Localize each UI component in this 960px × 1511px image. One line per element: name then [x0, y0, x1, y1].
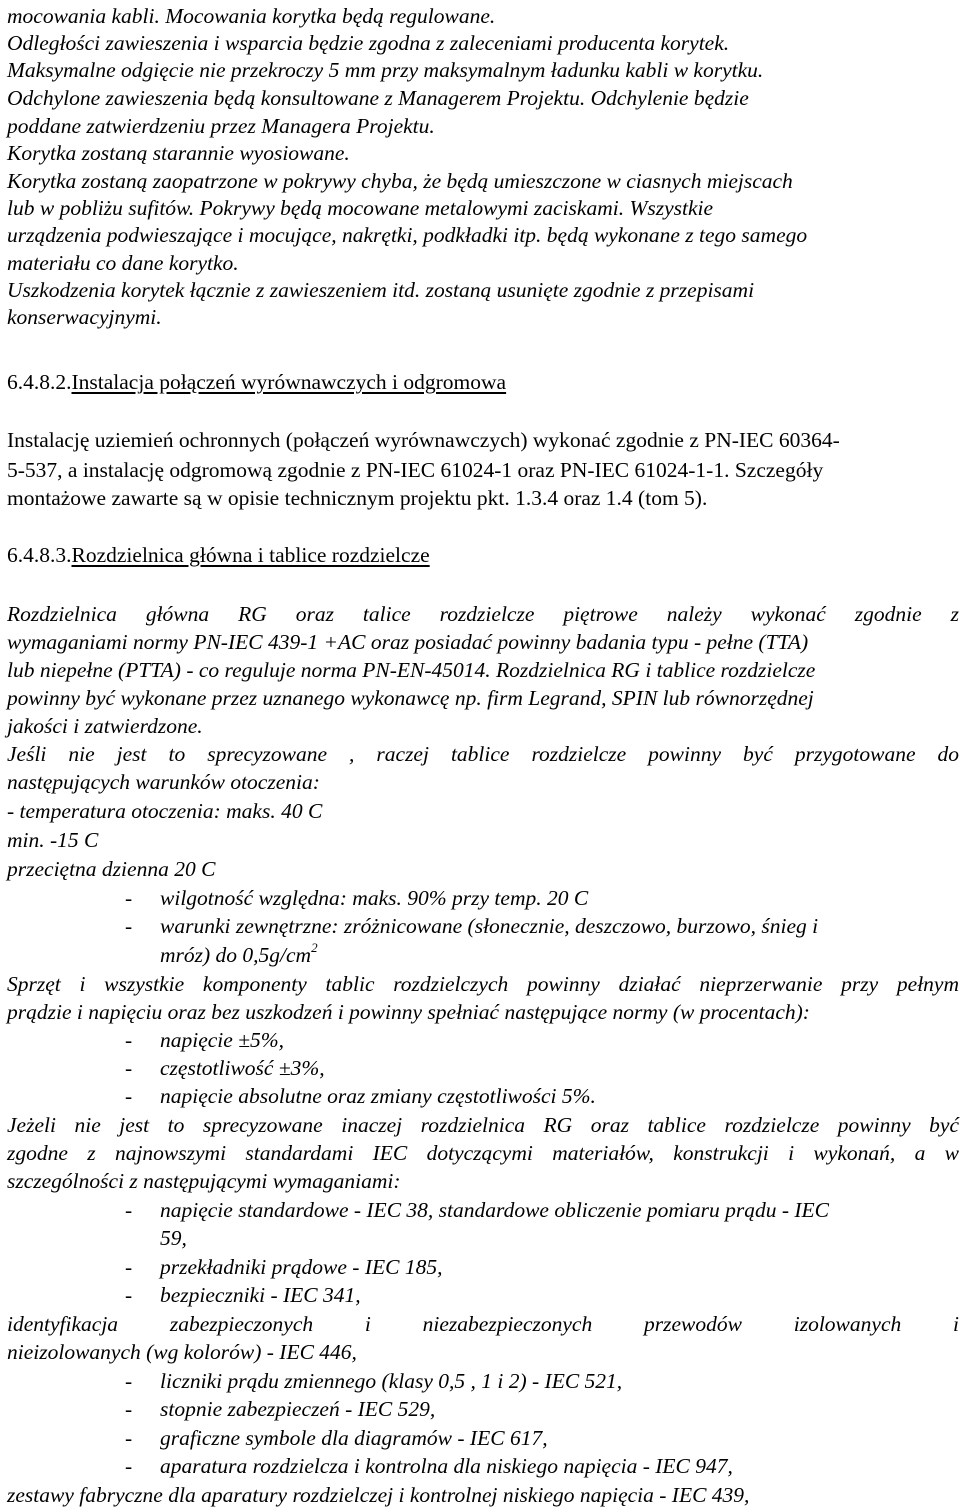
bullet-dash: - — [125, 1283, 133, 1307]
text-line: materiału co dane korytko. — [7, 251, 239, 275]
list-item-text: graficzne symbole dla diagramów - IEC 617, — [160, 1426, 548, 1450]
list-item-text: aparatura rozdzielcza i kontrolna dla niskiego napięcia - IEC 947, — [160, 1454, 733, 1478]
text-line: Maksymalne odgięcie nie przekroczy 5 mm przy maksymalnym ładunku kabli w korytku. — [7, 58, 764, 82]
text-line: powinny być wykonane przez uznanego wykonawcę np. firm Legrand, SPIN lub równorzędnej — [7, 686, 814, 710]
bullet-dash: - — [125, 1426, 133, 1450]
bullet-dash: - — [125, 1397, 133, 1421]
text-line: zgodne z najnowszymi standardami IEC dotyczącymi materiałów, konstrukcji i wykonań, a w — [7, 1141, 959, 1165]
bullet-dash: - — [125, 914, 133, 938]
text-line: Korytka zostaną zaopatrzone w pokrywy chyba, że będą umieszczone w ciasnych miejscach — [7, 169, 793, 193]
bullet-dash: - — [125, 1255, 133, 1279]
text-line: lub w pobliżu sufitów. Pokrywy będą mocowane metalowymi zaciskami. Wszystkie — [7, 196, 714, 220]
text-line: Sprzęt i wszystkie komponenty tablic rozdzielczych powinny działać nieprzerwanie przy pełnym — [7, 972, 959, 996]
bullet-dash: - — [125, 1369, 133, 1393]
text-line: Instalację uziemień ochronnych (połączeń wyrównawczych) wykonać zgodnie z PN-IEC 60364- — [7, 428, 840, 452]
text-line: identyfikacja zabezpieczonych i niezabezpieczonych przewodów izolowanych i — [7, 1312, 959, 1336]
text-line: Odchylone zawieszenia będą konsultowane z Managerem Projektu. Odchylenie będzie — [7, 86, 749, 110]
bullet-dash: - — [125, 1084, 133, 1108]
text-line: montażowe zawarte są w opisie technicznym projektu pkt. 1.3.4 oraz 1.4 (tom 5). — [7, 486, 708, 510]
list-item-text: bezpieczniki - IEC 341, — [160, 1283, 361, 1307]
list-item-text: stopnie zabezpieczeń - IEC 529, — [160, 1397, 436, 1421]
continuation-text — [160, 941, 318, 969]
text-line: 5-537, a instalację odgromową zgodnie z PN-IEC 61024-1 oraz PN-IEC 61024-1-1. Szczegóły — [7, 458, 824, 482]
bullet-dash: - — [125, 886, 133, 910]
text-line: wymaganiami normy PN-IEC 439-1 +AC oraz posiadać powinny badania typu - pełne (TTA) — [7, 630, 809, 654]
text-line: nieizolowanych (wg kolorów) - IEC 446, — [7, 1340, 357, 1364]
text-line: min. -15 C — [7, 828, 99, 852]
section-number: 6.4.8.2. — [7, 370, 72, 394]
section-title: Rozdzielnica główna i tablice rozdzielcze — [71, 543, 430, 567]
text-line: lub niepełne (PTTA) - co reguluje norma PN-EN-45014. Rozdzielnica RG i tablice rozdzielcze — [7, 658, 816, 682]
list-item-text: liczniki prądu zmiennego (klasy 0,5 , 1 i 2) - IEC 521, — [160, 1369, 623, 1393]
bullet-dash: - — [125, 1056, 133, 1080]
text-line: Rozdzielnica główna RG oraz talice rozdzielcze piętrowe należy wykonać zgodnie z — [7, 602, 959, 626]
section-heading-6482 — [7, 368, 506, 396]
list-item-text: napięcie standardowe - IEC 38, standardowe obliczenie pomiaru prądu - IEC — [160, 1198, 830, 1222]
list-item-text: warunki zewnętrzne: zróżnicowane (słonecznie, deszczowo, burzowo, śnieg i — [160, 914, 819, 938]
text-line: przeciętna dzienna 20 C — [7, 857, 216, 881]
text-line: Odległości zawieszenia i wsparcia będzie zgodna z zaleceniami producenta korytek. — [7, 31, 730, 55]
section-heading-6483 — [7, 541, 430, 569]
list-item-text: 59, — [160, 1226, 187, 1250]
text-line: poddane zatwierdzeniu przez Managera Projektu. — [7, 114, 435, 138]
list-item-text: napięcie ±5%, — [160, 1028, 285, 1052]
list-item-text: napięcie absolutne oraz zmiany częstotliwości 5%. — [160, 1084, 596, 1108]
list-item-text: częstotliwość ±3%, — [160, 1056, 325, 1080]
text-line: mocowania kabli. Mocowania korytka będą regulowane. — [7, 4, 496, 28]
list-item-text: wilgotność względna: maks. 90% przy temp. 20 C — [160, 886, 589, 910]
section-number: 6.4.8.3. — [7, 543, 72, 567]
text-line: Jeżeli nie jest to sprecyzowane inaczej rozdzielnica RG oraz tablice rozdzielcze powinny być — [7, 1113, 959, 1137]
text-line: konserwacyjnymi. — [7, 305, 162, 329]
bullet-dash: - — [125, 1454, 133, 1478]
text-line: zestawy fabryczne dla aparatury rozdzielczej i kontrolnej niskiego napięcia - IEC 439, — [7, 1483, 750, 1507]
text-line: prądzie i napięciu oraz bez uszkodzeń i powinny spełniać następujące normy (w procentach): — [7, 1000, 810, 1024]
text-line: Korytka zostaną starannie wyosiowane. — [7, 141, 350, 165]
text-line: następujących warunków otoczenia: — [7, 770, 320, 794]
list-item-text: przekładniki prądowe - IEC 185, — [160, 1255, 443, 1279]
text-line: szczególności z następującymi wymaganiami: — [7, 1169, 401, 1193]
continuation-text-main: mróz) do 0,5g/cm — [160, 943, 312, 967]
text-line: urządzenia podwieszające i mocujące, nakrętki, podkładki itp. będą wykonane z tego samego — [7, 223, 808, 247]
text-line: jakości i zatwierdzone. — [7, 714, 203, 738]
bullet-dash: - — [125, 1198, 133, 1222]
bullet-dash: - — [125, 1028, 133, 1052]
superscript: 2 — [311, 940, 318, 955]
text-line: - temperatura otoczenia: maks. 40 C — [7, 799, 323, 823]
text-line: Jeśli nie jest to sprecyzowane , raczej tablice rozdzielcze powinny być przygotowane do — [7, 742, 959, 766]
section-title: Instalacja połączeń wyrównawczych i odgromowa — [71, 370, 507, 394]
text-line: Uszkodzenia korytek łącznie z zawieszeniem itd. zostaną usunięte zgodnie z przepisami — [7, 278, 755, 302]
